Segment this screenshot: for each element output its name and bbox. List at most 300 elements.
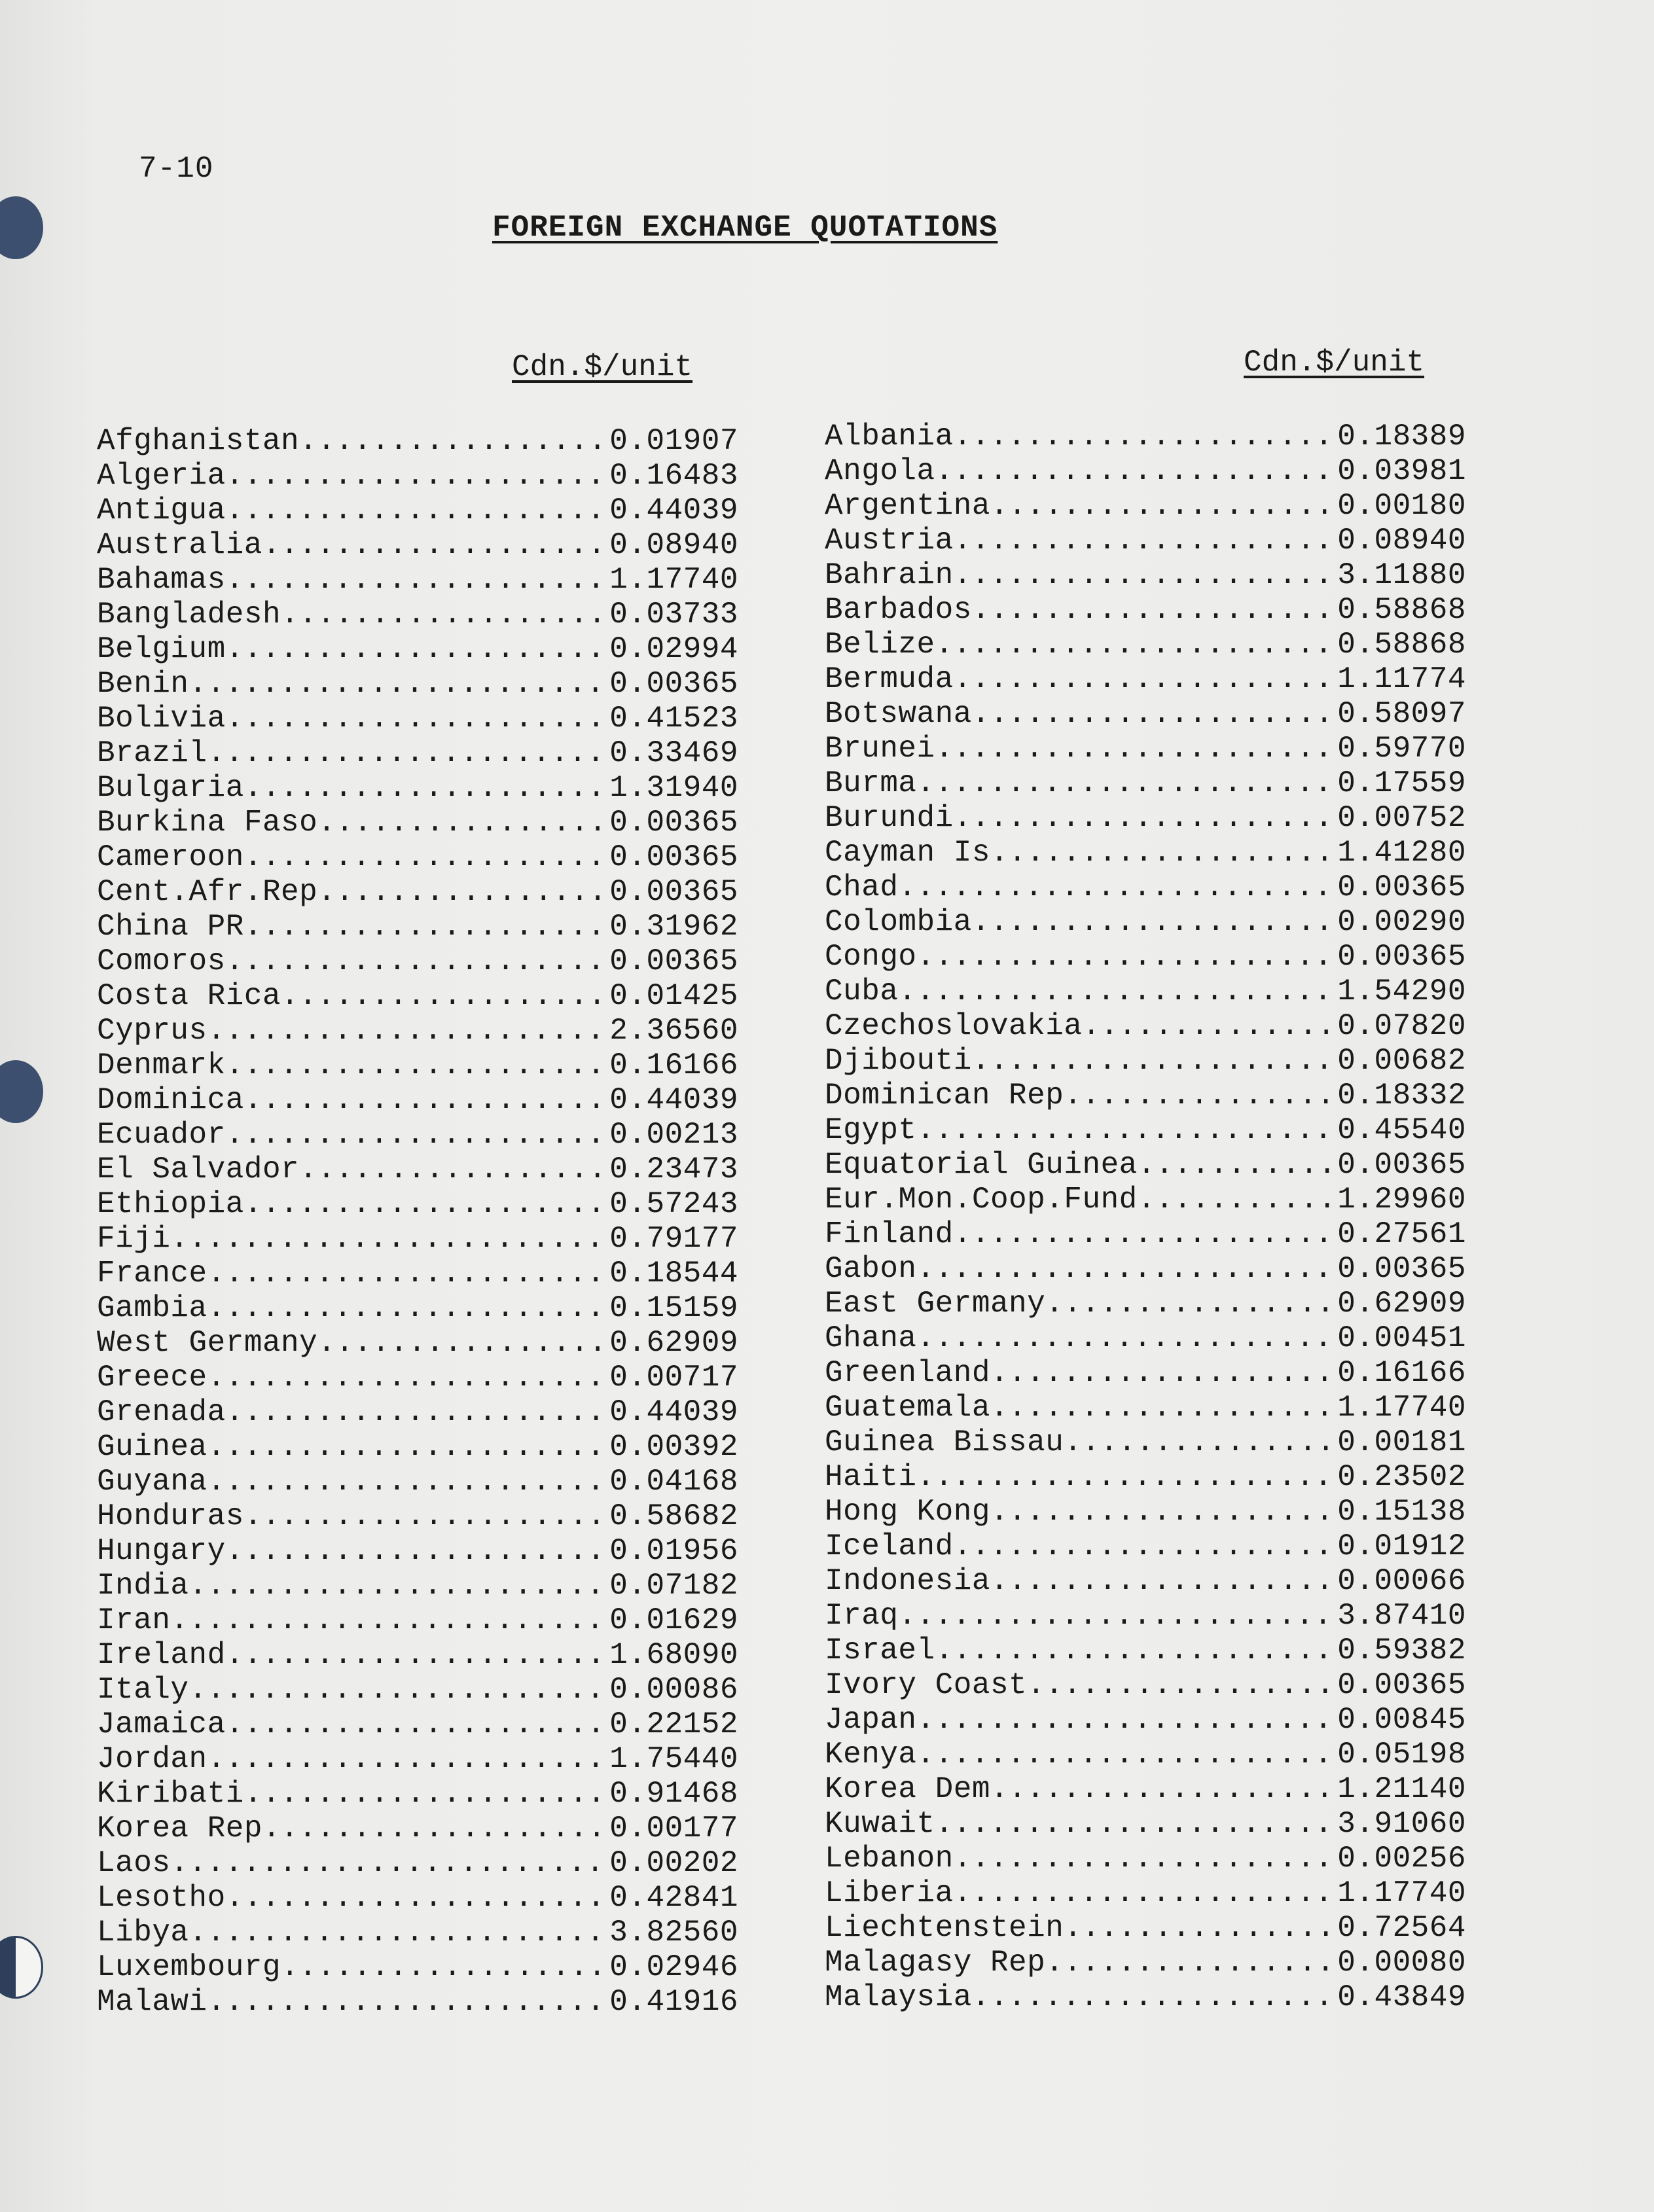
country-name: Greece [97, 1361, 207, 1395]
left-rate-column [97, 424, 738, 2020]
country-name: Bolivia [97, 702, 226, 736]
dot-leader [954, 1876, 1338, 1911]
dot-leader [990, 489, 1337, 524]
country-name: Laos [97, 1846, 171, 1880]
country-name: Liechtenstein [825, 1911, 1064, 1945]
exchange-rate-value: 0.58097 [1337, 697, 1466, 731]
exchange-rate-value: 0.59770 [1337, 732, 1466, 766]
rate-row [825, 766, 1466, 801]
rate-row [825, 1668, 1466, 1703]
exchange-rate-value: 0.16166 [609, 1048, 738, 1082]
dot-leader [1064, 1911, 1337, 1946]
rate-row [97, 632, 738, 667]
country-name: China PR [97, 910, 244, 944]
exchange-rate-value: 0.00365 [609, 875, 738, 909]
country-name: Kiribati [97, 1777, 244, 1811]
country-name: Dominica [97, 1083, 244, 1117]
exchange-rate-value: 3.91060 [1337, 1807, 1466, 1841]
exchange-rate-value: 0.00066 [1337, 1564, 1466, 1598]
exchange-rate-value: 0.00365 [609, 840, 738, 874]
dot-leader [189, 1916, 610, 1950]
rate-row [97, 875, 738, 910]
dot-leader [299, 1152, 609, 1187]
dot-leader [954, 662, 1338, 697]
rate-row [825, 1044, 1466, 1079]
exchange-rate-value: 0.00181 [1337, 1425, 1466, 1459]
exchange-rate-value: 1.29960 [1337, 1183, 1466, 1217]
rate-row [825, 1079, 1466, 1113]
country-name: Brunei [825, 732, 935, 766]
country-name: Chad [825, 870, 899, 904]
country-name: Barbados [825, 593, 972, 627]
rate-row [97, 1916, 738, 1950]
country-name: Bahamas [97, 563, 226, 597]
rate-row [97, 493, 738, 528]
country-name: Congo [825, 940, 917, 974]
country-name: Burma [825, 766, 917, 800]
country-name: Gabon [825, 1252, 917, 1286]
dot-leader [226, 493, 610, 528]
dot-leader [317, 806, 609, 840]
rate-row [825, 1287, 1466, 1321]
exchange-rate-value: 0.43849 [1337, 1980, 1466, 2014]
exchange-rate-value: 3.11880 [1337, 558, 1466, 592]
dot-leader [1064, 1079, 1337, 1113]
rate-row [97, 840, 738, 875]
dot-leader [917, 940, 1338, 974]
dot-leader [244, 910, 609, 944]
country-name: Guatemala [825, 1391, 990, 1425]
dot-leader [990, 1772, 1337, 1807]
country-name: Kuwait [825, 1807, 935, 1841]
exchange-rate-value: 0.00365 [609, 806, 738, 840]
country-name: Comoros [97, 944, 226, 978]
rate-row [825, 524, 1466, 558]
left-column-header: Cdn.$/unit [512, 350, 693, 384]
dot-leader [207, 1257, 610, 1291]
page-number: 7-10 [139, 152, 214, 186]
country-name: Angola [825, 454, 935, 488]
dot-leader [917, 766, 1338, 801]
dot-leader [226, 1395, 610, 1430]
dot-leader [207, 1465, 610, 1499]
exchange-rate-value: 1.54290 [1337, 974, 1466, 1008]
exchange-rate-value: 0.31962 [609, 910, 738, 944]
exchange-rate-value: 2.36560 [609, 1014, 738, 1048]
dot-leader [189, 667, 610, 702]
dot-leader [207, 1361, 610, 1395]
dot-leader [226, 1638, 610, 1673]
dot-leader [990, 836, 1337, 870]
exchange-rate-value: 0.00202 [609, 1846, 738, 1880]
exchange-rate-value: 0.16166 [1337, 1356, 1466, 1390]
exchange-rate-value: 0.41523 [609, 702, 738, 736]
dot-leader [262, 1811, 609, 1846]
exchange-rate-value: 0.72564 [1337, 1911, 1466, 1945]
country-name: Italy [97, 1673, 189, 1707]
country-name: Malawi [97, 1985, 207, 2019]
exchange-rate-value: 0.00365 [1337, 1252, 1466, 1286]
exchange-rate-value: 0.04168 [609, 1465, 738, 1499]
exchange-rate-value: 0.17559 [1337, 766, 1466, 800]
exchange-rate-value: 0.01956 [609, 1534, 738, 1568]
dot-leader [972, 1980, 1337, 2015]
dot-leader [244, 1777, 609, 1811]
country-name: Bangladesh [97, 598, 281, 632]
rate-row [97, 424, 738, 459]
exchange-rate-value: 3.82560 [609, 1916, 738, 1950]
rate-row [97, 1707, 738, 1742]
dot-leader [170, 1603, 609, 1638]
exchange-rate-value: 0.08940 [1337, 524, 1466, 558]
country-name: Fiji [97, 1222, 171, 1256]
dot-leader [935, 454, 1338, 489]
country-name: Jamaica [97, 1707, 226, 1741]
country-name: Benin [97, 667, 189, 701]
rate-row [825, 1183, 1466, 1217]
rate-row [825, 662, 1466, 697]
exchange-rate-value: 0.18332 [1337, 1079, 1466, 1113]
rate-row [97, 1881, 738, 1916]
dot-leader [170, 1846, 609, 1881]
rate-row [825, 1842, 1466, 1876]
rate-row [97, 563, 738, 598]
exchange-rate-value: 0.01629 [609, 1603, 738, 1637]
exchange-rate-value: 0.00086 [609, 1673, 738, 1707]
exchange-rate-value: 0.91468 [609, 1777, 738, 1811]
exchange-rate-value: 0.23473 [609, 1152, 738, 1186]
country-name: Jordan [97, 1742, 207, 1776]
country-name: Bulgaria [97, 771, 244, 805]
rate-row [97, 1742, 738, 1777]
rate-row [97, 1499, 738, 1534]
exchange-rate-value: 0.58682 [609, 1499, 738, 1533]
dot-leader [917, 1113, 1338, 1148]
country-name: Indonesia [825, 1564, 990, 1598]
binder-hole [0, 1060, 43, 1123]
country-name: Finland [825, 1217, 954, 1251]
country-name: Czechoslovakia [825, 1009, 1083, 1043]
rate-row [97, 771, 738, 806]
rate-row [825, 1321, 1466, 1356]
country-name: Hong Kong [825, 1495, 990, 1529]
rate-row [97, 979, 738, 1014]
country-name: Bahrain [825, 558, 954, 592]
country-name: Djibouti [825, 1044, 972, 1078]
dot-leader [281, 1950, 609, 1985]
rate-row [825, 628, 1466, 662]
rate-row [97, 1361, 738, 1395]
country-name: Bermuda [825, 662, 954, 696]
rate-row [825, 697, 1466, 732]
rate-row [825, 1217, 1466, 1252]
dot-leader [954, 1529, 1338, 1564]
rate-row [97, 1395, 738, 1430]
country-name: Antigua [97, 493, 226, 527]
country-name: Malaysia [825, 1980, 972, 2014]
country-name: Korea Rep [97, 1811, 262, 1846]
country-name: Ghana [825, 1321, 917, 1355]
country-name: India [97, 1569, 189, 1603]
rate-row [825, 593, 1466, 628]
rate-row [825, 1772, 1466, 1807]
exchange-rate-value: 0.01907 [609, 424, 738, 458]
rate-row [97, 1083, 738, 1118]
dot-leader [226, 702, 610, 736]
rate-row [97, 1152, 738, 1187]
rate-row [97, 910, 738, 944]
exchange-rate-value: 1.75440 [609, 1742, 738, 1776]
dot-leader [207, 1430, 610, 1465]
country-name: West Germany [97, 1326, 318, 1360]
exchange-rate-value: 0.18389 [1337, 419, 1466, 454]
dot-leader [935, 1807, 1338, 1842]
rate-row [97, 944, 738, 979]
rate-row [825, 1807, 1466, 1842]
exchange-rate-value: 1.17740 [1337, 1391, 1466, 1425]
country-name: Hungary [97, 1534, 226, 1568]
exchange-rate-value: 0.03733 [609, 598, 738, 632]
dot-leader [917, 1703, 1338, 1738]
rate-row [97, 1985, 738, 2020]
country-name: Brazil [97, 736, 207, 770]
dot-leader [935, 732, 1338, 766]
rate-row [97, 1777, 738, 1811]
dot-leader [226, 1048, 610, 1083]
rate-row [825, 1703, 1466, 1738]
exchange-rate-value: 0.44039 [609, 1083, 738, 1117]
country-name: Cuba [825, 974, 899, 1008]
exchange-rate-value: 0.79177 [609, 1222, 738, 1256]
rate-row [97, 1638, 738, 1673]
rate-row [825, 905, 1466, 940]
rate-row [825, 419, 1466, 454]
country-name: Ivory Coast [825, 1668, 1028, 1702]
country-name: Burundi [825, 801, 954, 835]
country-name: Israel [825, 1633, 935, 1668]
exchange-rate-value: 0.00365 [1337, 870, 1466, 904]
exchange-rate-value: 0.00213 [609, 1118, 738, 1152]
exchange-rate-value: 0.58868 [1337, 628, 1466, 662]
exchange-rate-value: 1.68090 [609, 1638, 738, 1672]
rate-row [97, 736, 738, 771]
country-name: Costa Rica [97, 979, 281, 1013]
country-name: Afghanistan [97, 424, 300, 458]
rate-row [825, 1738, 1466, 1772]
exchange-rate-value: 0.33469 [609, 736, 738, 770]
country-name: Belize [825, 628, 935, 662]
exchange-rate-value: 0.27561 [1337, 1217, 1466, 1251]
exchange-rate-value: 0.00682 [1337, 1044, 1466, 1078]
dot-leader [990, 1356, 1337, 1391]
rate-row [97, 528, 738, 563]
country-name: Albania [825, 419, 954, 454]
dot-leader [226, 563, 610, 598]
exchange-rate-value: 0.01425 [609, 979, 738, 1013]
rate-row [825, 1460, 1466, 1495]
rate-row [97, 1014, 738, 1048]
exchange-rate-value: 0.58868 [1337, 593, 1466, 627]
dot-leader [317, 875, 609, 910]
rate-row [825, 732, 1466, 766]
rate-row [825, 1529, 1466, 1564]
rate-row [825, 1980, 1466, 2015]
exchange-rate-value: 0.57243 [609, 1187, 738, 1221]
exchange-rate-value: 1.11774 [1337, 662, 1466, 696]
exchange-rate-value: 0.00365 [1337, 1668, 1466, 1702]
exchange-rate-value: 0.00365 [1337, 940, 1466, 974]
rate-row [97, 1222, 738, 1257]
rate-row [825, 1356, 1466, 1391]
exchange-rate-value: 0.00290 [1337, 905, 1466, 939]
dot-leader [954, 1217, 1338, 1252]
country-name: Eur.Mon.Coop.Fund [825, 1183, 1138, 1217]
exchange-rate-value: 0.07820 [1337, 1009, 1466, 1043]
rate-row [825, 1633, 1466, 1668]
country-name: Ethiopia [97, 1187, 244, 1221]
dot-leader [207, 1742, 610, 1777]
page-title: FOREIGN EXCHANGE QUOTATIONS [492, 211, 998, 245]
dot-leader [226, 944, 610, 979]
dot-leader [972, 905, 1337, 940]
country-name: Haiti [825, 1460, 917, 1494]
dot-leader [954, 524, 1338, 558]
rate-row [97, 1811, 738, 1846]
dot-leader [207, 1014, 610, 1048]
dot-leader [1082, 1009, 1337, 1044]
exchange-rate-value: 1.17740 [1337, 1876, 1466, 1910]
exchange-rate-value: 0.16483 [609, 459, 738, 493]
dot-leader [898, 1599, 1337, 1633]
country-name: Cayman Is [825, 836, 990, 870]
dot-leader [935, 628, 1338, 662]
rate-row [97, 1257, 738, 1291]
exchange-rate-value: 0.18544 [609, 1257, 738, 1291]
rate-row [825, 1113, 1466, 1148]
rate-row [825, 836, 1466, 870]
dot-leader [226, 1534, 610, 1569]
country-name: Kenya [825, 1738, 917, 1772]
dot-leader [281, 598, 609, 632]
exchange-rate-value: 0.07182 [609, 1569, 738, 1603]
country-name: Malagasy Rep [825, 1946, 1046, 1980]
dot-leader [189, 1569, 610, 1603]
country-name: Dominican Rep [825, 1079, 1064, 1113]
binder-hole [0, 196, 43, 259]
rate-row [97, 806, 738, 840]
country-name: Guinea Bissau [825, 1425, 1064, 1459]
dot-leader [1027, 1668, 1337, 1703]
country-name: Iceland [825, 1529, 954, 1563]
dot-leader [281, 979, 609, 1014]
exchange-rate-value: 0.23502 [1337, 1460, 1466, 1494]
rate-row [825, 1876, 1466, 1911]
country-name: Cyprus [97, 1014, 207, 1048]
exchange-rate-value: 0.41916 [609, 1985, 738, 2019]
rate-row [825, 940, 1466, 974]
country-name: Cameroon [97, 840, 244, 874]
exchange-rate-value: 1.31940 [609, 771, 738, 805]
rate-row [825, 974, 1466, 1009]
dot-leader [1045, 1946, 1337, 1980]
country-name: Algeria [97, 459, 226, 493]
dot-leader [990, 1391, 1337, 1425]
exchange-rate-value: 1.17740 [609, 563, 738, 597]
dot-leader [954, 1842, 1338, 1876]
country-name: Liberia [825, 1876, 954, 1910]
rate-row [825, 1599, 1466, 1633]
exchange-rate-value: 0.00177 [609, 1811, 738, 1846]
country-name: East Germany [825, 1287, 1046, 1321]
exchange-rate-value: 0.02994 [609, 632, 738, 666]
country-name: Cent.Afr.Rep [97, 875, 318, 909]
right-column-header: Cdn.$/unit [1244, 346, 1425, 380]
dot-leader [244, 840, 609, 875]
rate-row [97, 1187, 738, 1222]
dot-leader [244, 771, 609, 806]
dot-leader [207, 1985, 610, 2020]
dot-leader [244, 1499, 609, 1534]
dot-leader [917, 1738, 1338, 1772]
dot-leader [226, 1707, 610, 1742]
rate-row [825, 1148, 1466, 1183]
rate-row [825, 1911, 1466, 1946]
dot-leader [226, 1881, 610, 1916]
country-name: Guyana [97, 1465, 207, 1499]
dot-leader [1138, 1148, 1337, 1183]
exchange-rate-value: 0.62909 [609, 1326, 738, 1360]
country-name: Korea Dem [825, 1772, 990, 1806]
country-name: Greenland [825, 1356, 990, 1390]
country-name: Iran [97, 1603, 171, 1637]
dot-leader [954, 419, 1338, 454]
exchange-rate-value: 0.59382 [1337, 1633, 1466, 1668]
rate-row [825, 801, 1466, 836]
exchange-rate-value: 0.00256 [1337, 1842, 1466, 1876]
exchange-rate-value: 0.00180 [1337, 489, 1466, 523]
binder-hole [0, 1936, 43, 1999]
rate-row [97, 1950, 738, 1985]
rate-row [97, 1673, 738, 1707]
country-name: Gambia [97, 1291, 207, 1325]
country-name: Lebanon [825, 1842, 954, 1876]
country-name: Botswana [825, 697, 972, 731]
rate-row [97, 1048, 738, 1083]
rate-row [97, 1603, 738, 1638]
exchange-rate-value: 0.00752 [1337, 801, 1466, 835]
dot-leader [917, 1321, 1338, 1356]
rate-row [825, 1252, 1466, 1287]
exchange-rate-value: 0.44039 [609, 493, 738, 527]
exchange-rate-value: 0.44039 [609, 1395, 738, 1429]
country-name: Ireland [97, 1638, 226, 1672]
country-name: Burkina Faso [97, 806, 318, 840]
exchange-rate-value: 0.08940 [609, 528, 738, 562]
rate-row [825, 1564, 1466, 1599]
dot-leader [299, 424, 609, 459]
rate-row [97, 1326, 738, 1361]
exchange-rate-value: 0.15159 [609, 1291, 738, 1325]
country-name: El Salvador [97, 1152, 300, 1186]
exchange-rate-value: 0.00365 [1337, 1148, 1466, 1182]
dot-leader [954, 801, 1338, 836]
dot-leader [244, 1187, 609, 1222]
exchange-rate-value: 0.01912 [1337, 1529, 1466, 1563]
country-name: Iraq [825, 1599, 899, 1633]
rate-row [97, 1569, 738, 1603]
country-name: Libya [97, 1916, 189, 1950]
exchange-rate-value: 0.03981 [1337, 454, 1466, 488]
